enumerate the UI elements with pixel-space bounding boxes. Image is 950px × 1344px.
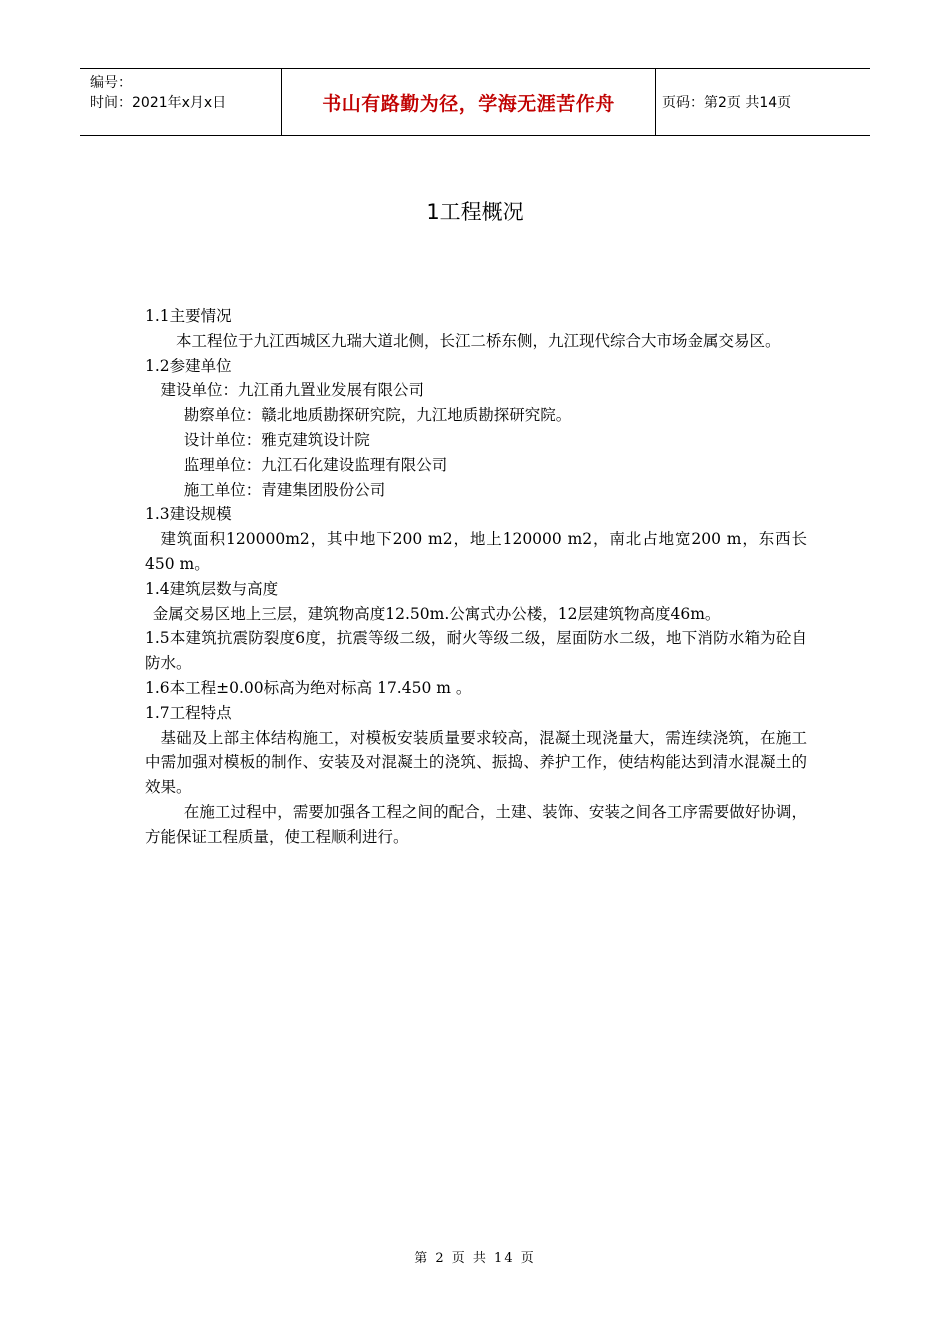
page-title: 1工程概况 <box>426 200 524 224</box>
section-text-1-3: 建筑面积120000m2，其中地下200 m2，地上120000 m2，南北占地宽200 m，东西长450 m。 <box>145 530 807 573</box>
header-left-cell <box>80 69 282 135</box>
document-body <box>145 304 807 850</box>
participant-item: 监理单位：九江石化建设监理有限公司 <box>183 455 448 474</box>
section-text-1-7-p1: 基础及上部主体结构施工，对模板安装质量要求较高，混凝土现浇量大，需连续浇筑，在施工中需加强对模板的制作、安装及对混凝土的浇筑、振捣、养护工作，使结构能达到清水混凝土的效果。 <box>145 728 807 797</box>
section-text-1-4: 金属交易区地上三层，建筑物高度12.50m.公寓式办公楼，12层建筑物高度46m。 <box>152 604 721 623</box>
section-heading-1-1: 1.1主要情况 <box>145 307 232 325</box>
participant-item: 勘察单位：赣北地质勘探研究院，九江地质勘探研究院。 <box>183 406 572 425</box>
section-text-1-5: 1.5本建筑抗震防裂度6度，抗震等级二级，耐火等级二级，屋面防水二级，地下消防水箱为砼自防水。 <box>145 629 807 673</box>
section-heading-1-2: 1.2参建单位 <box>145 356 232 375</box>
header-right-cell <box>656 69 870 135</box>
header-motto: 书山有路勤为径，学海无涯苦作舟 <box>322 92 615 115</box>
header-table <box>80 68 870 136</box>
doc-code-label: 编号： <box>90 75 132 91</box>
page-footer: 第 2 页 共 14 页 <box>414 1251 536 1266</box>
header-page-label: 页码：第2页 共14页 <box>662 95 792 111</box>
header-mid-cell <box>282 69 656 135</box>
participant-item: 施工单位：青建集团股份公司 <box>183 480 386 499</box>
participant-item: 设计单位：雅克建筑设计院 <box>183 430 370 449</box>
section-heading-1-4: 1.4建筑层数与高度 <box>145 579 279 598</box>
section-text-1-1: 本工程位于九江西城区九瑞大道北侧，长江二桥东侧，九江现代综合大市场金属交易区。 <box>176 331 781 350</box>
section-heading-1-7: 1.7工程特点 <box>145 703 232 722</box>
section-heading-1-3: 1.3建设规模 <box>145 505 232 524</box>
section-text-1-7-p2: 在施工过程中，需要加强各工程之间的配合，土建、装饰、安装之间各工序需要做好协调，方能保证工程质量，使工程顺利进行。 <box>145 802 807 846</box>
section-text-1-6: 1.6本工程±0.00标高为绝对标高 17.450 m 。 <box>145 678 472 697</box>
doc-date-label: 时间：2021年x月x日 <box>90 95 227 111</box>
participant-item: 建设单位：九江甬九置业发展有限公司 <box>160 381 425 400</box>
